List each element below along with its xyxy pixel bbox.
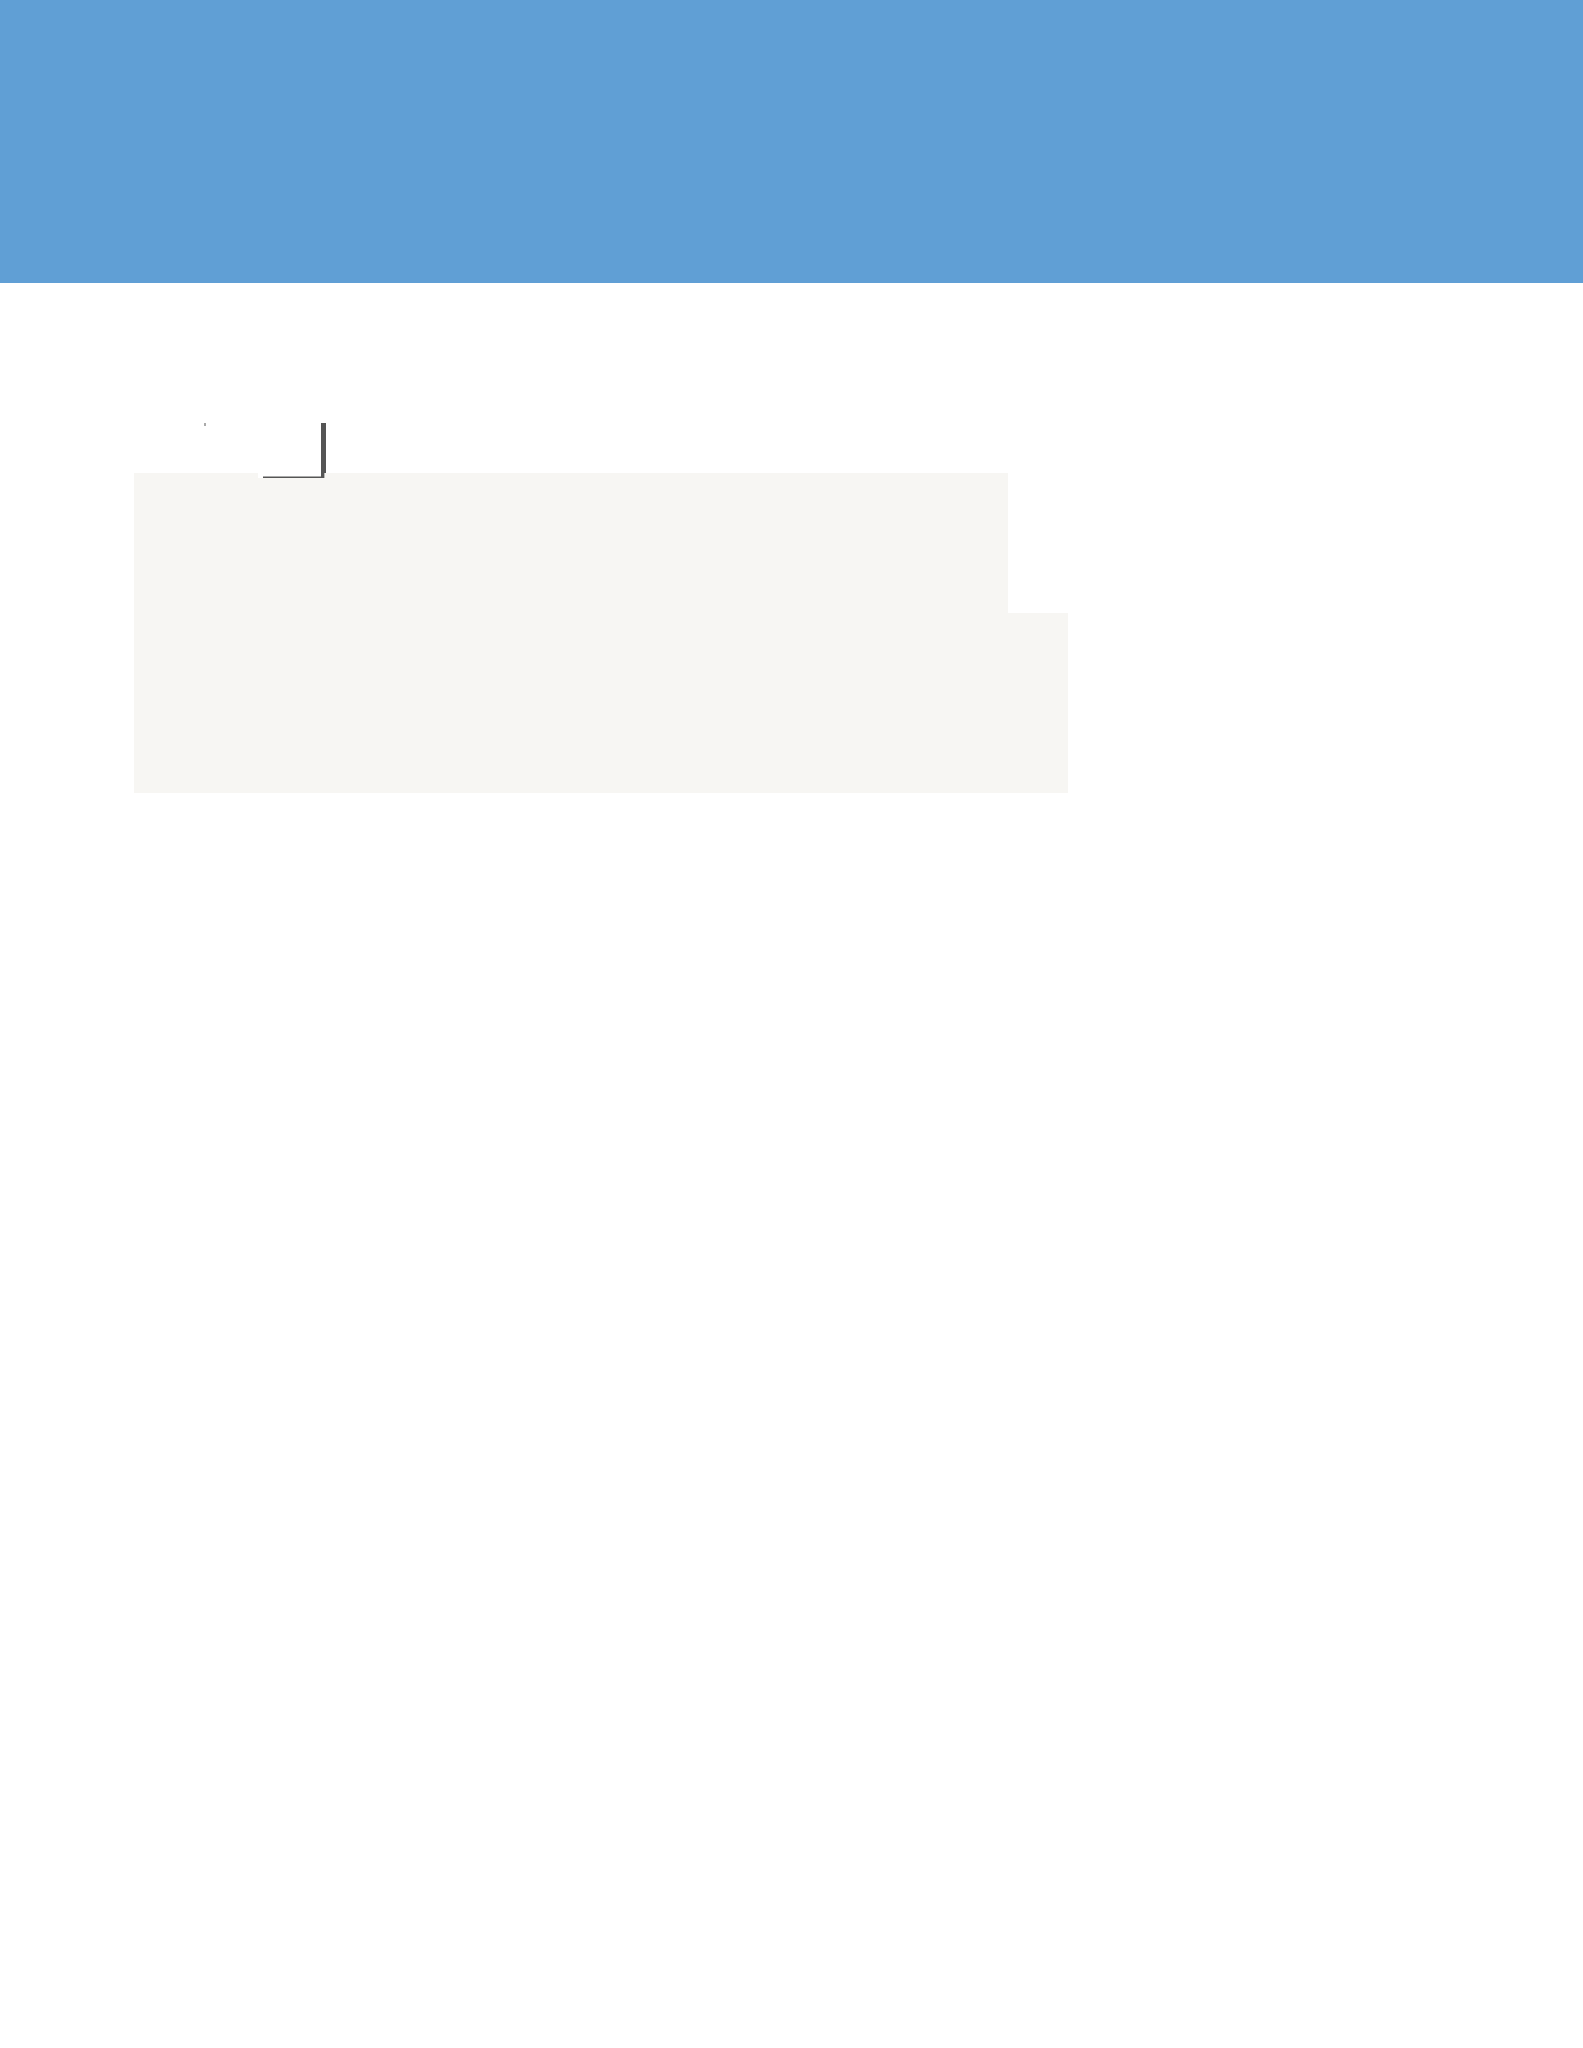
floor-plan-svg-single	[128, 418, 1088, 793]
header-banner	[0, 0, 1583, 283]
single-tenant-floor-plan	[128, 418, 1088, 793]
